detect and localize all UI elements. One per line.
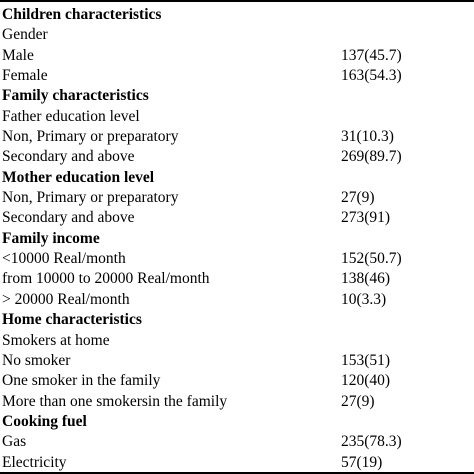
category-label: <10000 Real/month <box>2 250 126 268</box>
table-row <box>0 453 474 473</box>
category-label: No smoker <box>2 351 71 369</box>
category-label: from 10000 to 20000 Real/month <box>2 270 210 288</box>
count-percent-value: 10(3.3) <box>341 290 387 308</box>
count-percent-value: 152(50.7) <box>341 250 402 268</box>
table-row <box>0 351 474 371</box>
count-percent-value: 273(91) <box>341 209 391 227</box>
category-label: Secondary and above <box>2 148 135 166</box>
category-label: More than one smokersin the family <box>2 392 228 410</box>
section-heading-row <box>0 5 474 25</box>
section-heading: Mother education level <box>2 168 155 186</box>
section-heading-row <box>0 229 474 249</box>
variable-label: Father education level <box>2 107 140 125</box>
table-row <box>0 371 474 391</box>
table-row <box>0 147 474 167</box>
category-label: Non, Primary or preparatory <box>2 189 179 207</box>
table-row <box>0 188 474 208</box>
count-percent-value: 163(54.3) <box>341 67 402 85</box>
section-heading: Cooking fuel <box>2 412 87 430</box>
count-percent-value: 27(9) <box>341 189 375 207</box>
table-row <box>0 392 474 412</box>
count-percent-value: 57(19) <box>341 453 383 471</box>
category-label: > 20000 Real/month <box>2 290 130 308</box>
category-label: Gas <box>2 433 27 451</box>
subheading-row <box>0 107 474 127</box>
table-row <box>0 432 474 452</box>
count-percent-value: 120(40) <box>341 372 391 390</box>
table-row <box>0 127 474 147</box>
count-percent-value: 138(46) <box>341 270 391 288</box>
subheading-row <box>0 25 474 45</box>
category-label: Secondary and above <box>2 209 135 227</box>
count-percent-value: 153(51) <box>341 351 391 369</box>
category-label: Non, Primary or preparatory <box>2 128 179 146</box>
count-percent-value: 137(45.7) <box>341 46 402 64</box>
section-heading: Family income <box>2 229 100 247</box>
count-percent-value: 269(89.7) <box>341 148 402 166</box>
table-row <box>0 66 474 86</box>
count-percent-value: 235(78.3) <box>341 433 402 451</box>
subheading-row <box>0 331 474 351</box>
table-row <box>0 269 474 289</box>
section-heading: Children characteristics <box>2 6 162 23</box>
section-heading: Home characteristics <box>2 311 142 329</box>
table-body <box>0 5 474 473</box>
category-label: Female <box>2 67 48 85</box>
section-heading-row <box>0 412 474 432</box>
section-heading-row <box>0 86 474 106</box>
section-heading-row <box>0 168 474 188</box>
variable-label: Smokers at home <box>2 331 110 349</box>
table-row <box>0 208 474 228</box>
category-label: One smoker in the family <box>2 372 161 390</box>
count-percent-value: 31(10.3) <box>341 128 394 146</box>
category-label: Electricity <box>2 453 67 471</box>
category-label: Male <box>2 46 34 64</box>
count-percent-value: 27(9) <box>341 392 375 410</box>
table-row <box>0 290 474 310</box>
table-row <box>0 249 474 269</box>
variable-label: Gender <box>2 26 48 44</box>
section-heading-row <box>0 310 474 330</box>
section-heading: Family characteristics <box>2 87 149 105</box>
table-row <box>0 46 474 66</box>
table-top-rule <box>0 0 474 2</box>
